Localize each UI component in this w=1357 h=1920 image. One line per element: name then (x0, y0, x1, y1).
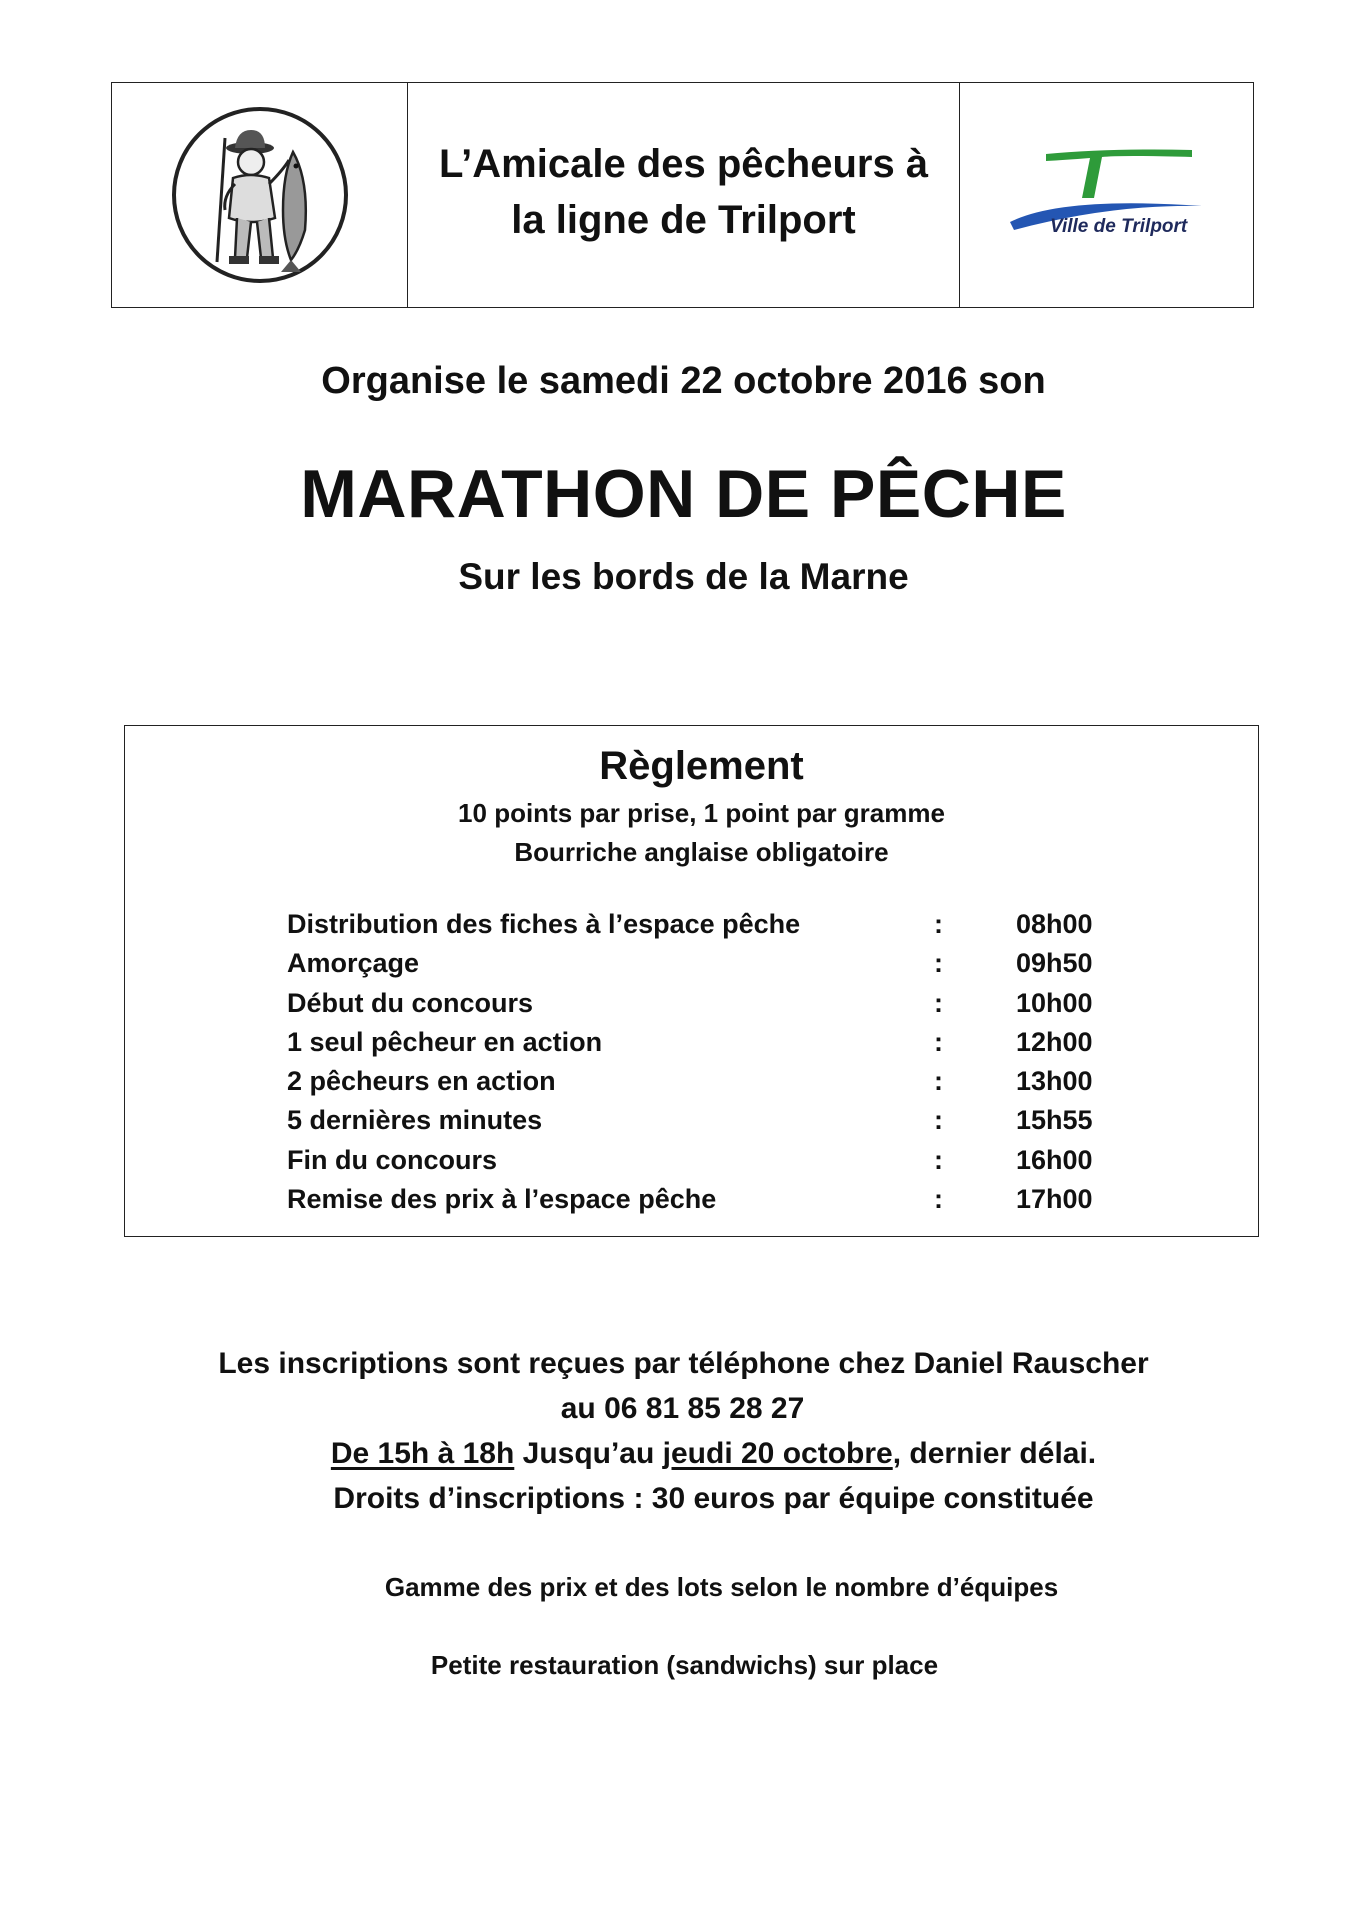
registration-until-suffix: , dernier délai. (892, 1437, 1097, 1470)
registration-phone: au 06 81 85 28 27 (560, 1392, 805, 1425)
intro-line: Organise le samedi 22 octobre 2016 son (321, 360, 1046, 402)
fisherman-with-fish-icon (165, 100, 355, 290)
city-logo-cell (960, 83, 1253, 307)
schedule-separator: : (934, 1026, 943, 1057)
registration-deadline (0, 1437, 1357, 1471)
club-title (439, 136, 928, 248)
registration-until-prefix: Jusqu’au (514, 1437, 663, 1470)
schedule-list (287, 909, 1093, 1223)
schedule-row (287, 1184, 1093, 1223)
schedule-separator: : (934, 1184, 943, 1215)
schedule-row (287, 1105, 1093, 1144)
schedule-row (287, 948, 1093, 987)
schedule-separator: : (934, 1144, 943, 1175)
rules-heading: Règlement (599, 744, 804, 788)
schedule-time: 12h00 (1016, 1026, 1093, 1057)
schedule-label: 1 seul pêcheur en action (287, 1026, 603, 1057)
registration-fees: Droits d’inscriptions : 30 euros par équipe constituée (333, 1482, 1094, 1515)
schedule-row (287, 1144, 1093, 1184)
schedule-row (287, 1026, 1093, 1066)
header-table (111, 82, 1254, 308)
schedule-separator: : (934, 1066, 943, 1097)
schedule-separator: : (934, 987, 943, 1018)
schedule-label: Fin du concours (287, 1144, 498, 1175)
subtitle: Sur les bords de la Marne (458, 556, 909, 597)
schedule-time: 15h55 (1016, 1105, 1093, 1136)
schedule-label: Début du concours (287, 987, 534, 1018)
schedule-row (287, 1066, 1093, 1105)
schedule-time: 10h00 (1016, 987, 1093, 1018)
club-title-line-1: L’Amicale des pêcheurs à (438, 142, 929, 186)
rule-scoring: 10 points par prise, 1 point par gramme (458, 798, 945, 828)
rules-box (124, 725, 1259, 1237)
schedule-time: 09h50 (1016, 948, 1093, 979)
food-note: Petite restauration (sandwichs) sur place (430, 1650, 939, 1680)
schedule-label: Remise des prix à l’espace pêche (287, 1184, 717, 1215)
schedule-label: Distribution des fiches à l’espace pêche (287, 909, 801, 939)
schedule-separator: : (934, 948, 943, 979)
schedule-time: 17h00 (1016, 1184, 1093, 1215)
registration-contact: Les inscriptions sont reçues par téléphone chez Daniel Rauscher (218, 1347, 1149, 1380)
club-title-cell (408, 83, 960, 307)
registration-deadline-date: jeudi 20 octobre (662, 1437, 893, 1470)
schedule-label: 2 pêcheurs en action (287, 1066, 556, 1097)
registration-hours: De 15h à 18h (330, 1437, 515, 1470)
club-logo-cell (112, 83, 408, 307)
prizes-note: Gamme des prix et des lots selon le nombre d’équipes (384, 1572, 1059, 1602)
schedule-label: 5 dernières minutes (287, 1105, 543, 1136)
schedule-time: 13h00 (1016, 1066, 1093, 1097)
city-logo-text: Ville de Trilport (1049, 216, 1187, 237)
schedule-label: Amorçage (287, 948, 420, 979)
schedule-row (287, 909, 1093, 948)
schedule-separator: : (934, 909, 943, 939)
club-title-line-2: la ligne de Trilport (511, 198, 856, 242)
page-title: MARATHON DE PÊCHE (300, 456, 1067, 532)
schedule-time: 08h00 (1016, 909, 1093, 939)
schedule-row (287, 987, 1093, 1027)
rule-keepnet: Bourriche anglaise obligatoire (514, 837, 889, 867)
schedule-separator: : (934, 1105, 943, 1136)
schedule-time: 16h00 (1016, 1144, 1093, 1175)
trilport-t-logo-icon (1002, 140, 1212, 250)
